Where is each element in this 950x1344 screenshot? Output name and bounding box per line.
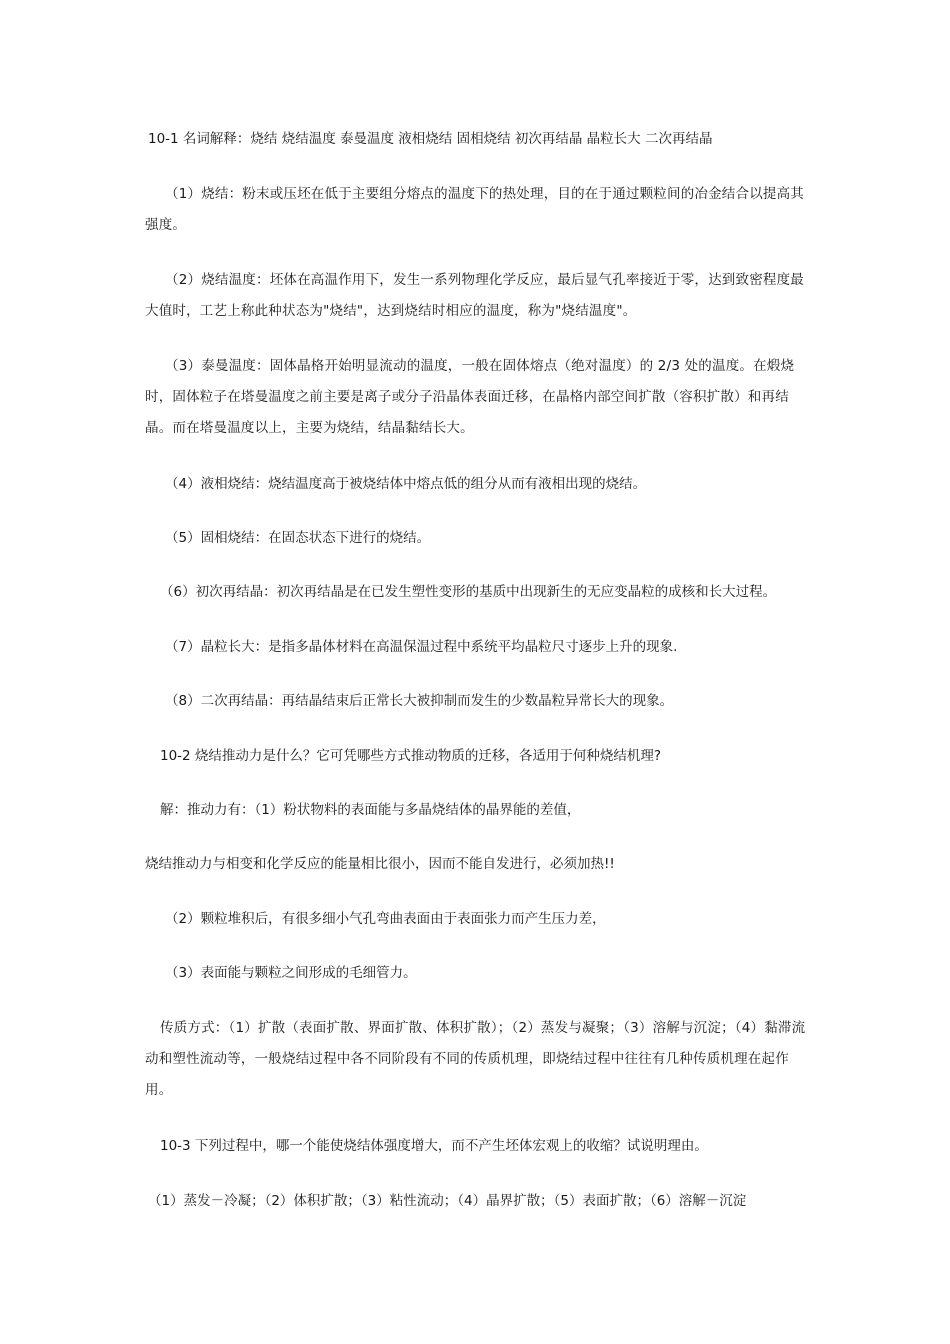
q1-item-4: （4）液相烧结：烧结温度高于被烧结体中熔点低的组分从而有液相出现的烧结。 — [165, 476, 647, 492]
q2-note: 烧结推动力与相变和化学反应的能量相比很小，因而不能自发进行，必须加热!! — [145, 856, 615, 872]
q1-item-2: （2）烧结温度：坯体在高温作用下，发生一系列物理化学反应，最后显气孔率接近于零，达到致密程度最大值时，工艺上称此种状态为"烧结"，达到烧结时相应的温度，称为"烧结温度"。 — [145, 272, 804, 319]
q1-item-5: （5）固相烧结：在固态状态下进行的烧结。 — [165, 530, 431, 546]
q1-item-8: （8）二次再结晶：再结晶结束后正常长大被抑制而发生的少数晶粒异常长大的现象。 — [165, 693, 674, 709]
q3-options: （1）蒸发－冷凝；（2）体积扩散；（3）粘性流动；（4）晶界扩散；（5）表面扩散；（6）溶解－沉淀 — [148, 1193, 747, 1209]
q2-answer-3: （3）表面能与颗粒之间形成的毛细管力。 — [165, 965, 417, 981]
q2-heading: 10-2 烧结推动力是什么？它可凭哪些方式推动物质的迁移，各适用于何种烧结机理? — [160, 748, 662, 764]
q2-transport: 传质方式：（1）扩散（表面扩散、界面扩散、体积扩散）；（2）蒸发与凝聚；（3）溶解与沉淀；（4）黏滞流动和塑性流动等，一般烧结过程中各不同阶段有不同的传质机理，即烧结过程中往往有几种传质机理在起作用。 — [145, 1020, 806, 1098]
q1-item-7: （7）晶粒长大：是指多晶体材料在高温保温过程中系统平均晶粒尺寸逐步上升的现象. — [165, 639, 678, 655]
q1-item-3: （3）泰曼温度：固体晶格开始明显流动的温度，一般在固体熔点（绝对温度）的 2/3 处的温度。在煅烧时，固体粒子在塔曼温度之前主要是离子或分子沿晶体表面迁移，在晶格内部空间扩散（容积扩散）和再结晶。而在塔曼温度以上，主要为烧结，结晶黏结长大。 — [145, 358, 795, 436]
q3-heading: 10-3 下列过程中，哪一个能使烧结体强度增大，而不产生坯体宏观上的收缩？试说明理由。 — [160, 1138, 708, 1154]
q1-heading: 10-1 名词解释：烧结 烧结温度 泰曼温度 液相烧结 固相烧结 初次再结晶 晶粒长大 二次再结晶 — [148, 131, 713, 147]
q1-item-6: （6）初次再结晶：初次再结晶是在已发生塑性变形的基质中出现新生的无应变晶粒的成核和长大过程。 — [160, 584, 777, 600]
q2-answer-2: （2）颗粒堆积后，有很多细小气孔弯曲表面由于表面张力而产生压力差， — [165, 911, 606, 927]
q2-answer-1: 解：推动力有：（1）粉状物料的表面能与多晶烧结体的晶界能的差值， — [160, 802, 581, 818]
q1-item-1: （1）烧结：粉末或压坯在低于主要组分熔点的温度下的热处理，目的在于通过颗粒间的冶金结合以提高其强度。 — [145, 186, 804, 233]
